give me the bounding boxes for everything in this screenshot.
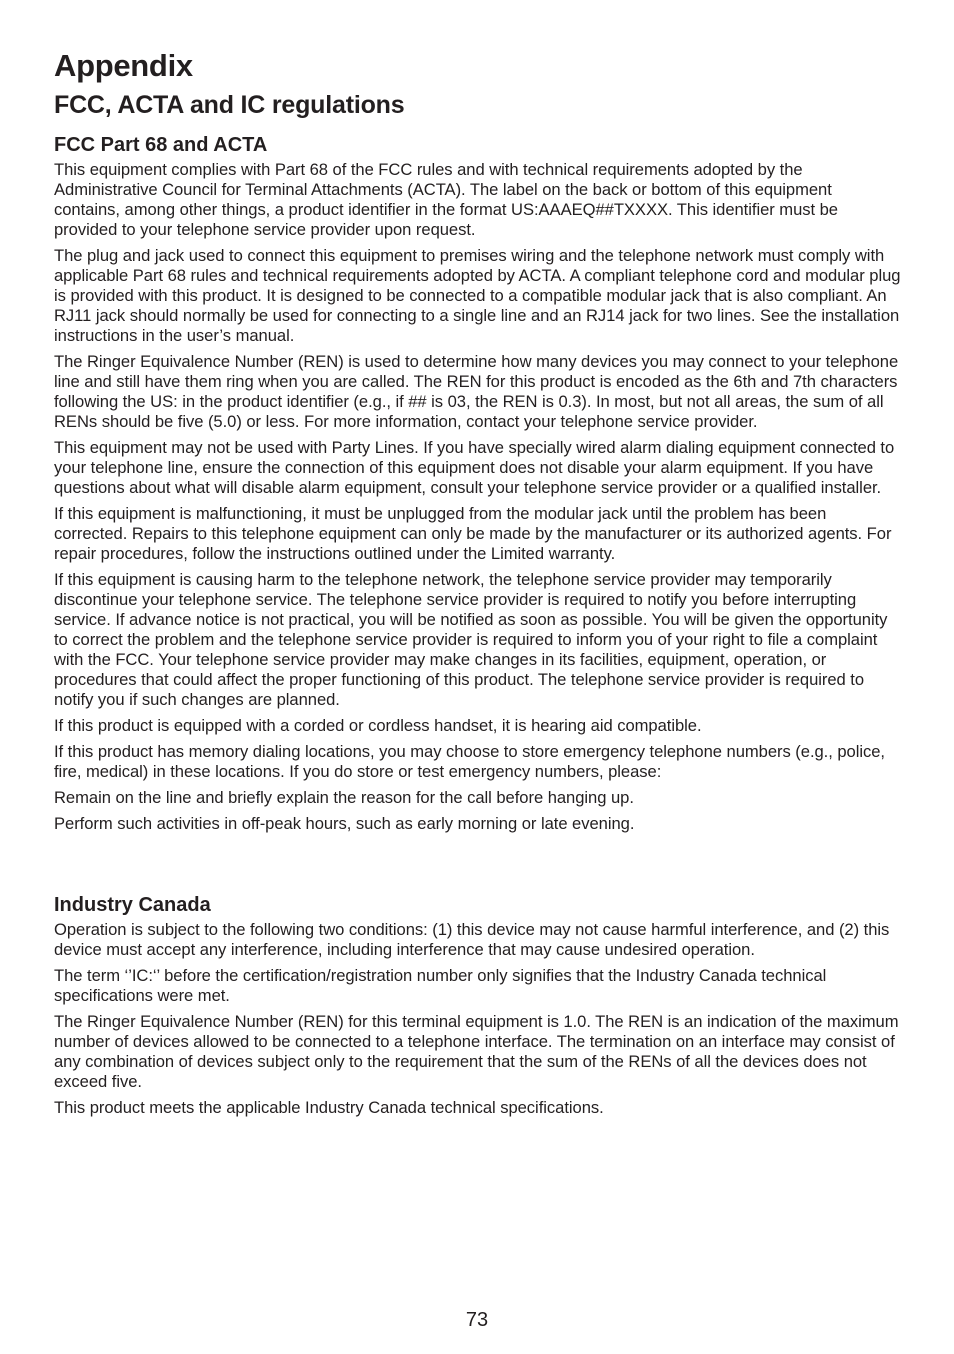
paragraph: If this equipment is causing harm to the telephone network, the telephone service provider may temporarily discontinue your telephone service. The telephone service provider is required to notify you before interrupting service. If advance notice is not practical, you will be notified as soon as possible. You will be given the opportunity to correct the problem and the telephone service provider is required to inform you of your right to file a complaint with the FCC. Your telephone service provider may make changes in its facilities, equipment, operation, or procedures that could affect the proper functioning of this product. The telephone service provider is required to notify you if such changes are planned. (54, 570, 888, 709)
paragraph: If this product has memory dialing locations, you may choose to store emergency telephone numbers (e.g., police, fire, medical) in these locations. If you do store or test emergency numbers, please: (54, 742, 885, 781)
section-spacer (54, 840, 902, 892)
paragraph: The term ‘’IC:‘’ before the certification/registration number only signifies that the Industry Canada technical specifications were met. (54, 966, 827, 1005)
paragraph: The Ringer Equivalence Number (REN) is used to determine how many devices you may connect to your telephone line and still have them ring when you are called. The REN for this product is encoded as the 6th and 7th characters following the US: in the product identifier (e.g., if ## is 03, the REN is 0.3). In most, but not all areas, the sum of all RENs should be five (5.0) or less. For more information, contact your telephone service provider. (54, 352, 899, 431)
paragraph: Perform such activities in off-peak hours, such as early morning or late evening. (54, 814, 635, 833)
page-title: Appendix (54, 48, 193, 83)
paragraph: This equipment may not be used with Party Lines. If you have specially wired alarm dialing equipment connected to your telephone line, ensure the connection of this equipment does not disable your alarm equipment. If you have questions about what will disable alarm equipment, consult your telephone service provider or a qualified installer. (54, 438, 895, 497)
paragraph: The Ringer Equivalence Number (REN) for this terminal equipment is 1.0. The REN is an indication of the maximum number of devices allowed to be connected to a telephone interface. The termination on an interface may consist of any combination of devices subject only to the requirement that the sum of the RENs of all the devices does not exceed five. (54, 1012, 899, 1091)
paragraph: If this product is equipped with a corded or cordless handset, it is hearing aid compatible. (54, 716, 702, 735)
fcc-heading: FCC Part 68 and ACTA (54, 134, 268, 156)
paragraph: Operation is subject to the following two conditions: (1) this device may not cause harmful interference, and (2) this device must accept any interference, including interference that may cause undesired operation. (54, 920, 890, 959)
industry-canada-section (54, 892, 902, 1118)
paragraph: The plug and jack used to connect this equipment to premises wiring and the telephone network must comply with applicable Part 68 rules and technical requirements adopted by ACTA. A compliant telephone cord and modular plug is provided with this product. It is designed to be connected to a compatible modular jack that is also compliant. An RJ11 jack should normally be used for connecting to a single line and an RJ14 jack for two lines. See the installation instructions in the user’s manual. (54, 246, 901, 345)
paragraph: Remain on the line and briefly explain the reason for the call before hanging up. (54, 788, 634, 807)
page-content (54, 44, 902, 1124)
page-subtitle: FCC, ACTA and IC regulations (54, 91, 405, 119)
page-number: 73 (465, 1309, 489, 1331)
paragraph: This equipment complies with Part 68 of the FCC rules and with technical requirements adopted by the Administrative Council for Terminal Attachments (ACTA). The label on the back or bottom of this equipment contains, among other things, a product identifier in the format US:AAAEQ##TXXXX. This identifier must be provided to your telephone service provider upon request. (54, 160, 838, 239)
industry-canada-heading: Industry Canada (54, 894, 211, 916)
fcc-section (54, 132, 902, 834)
paragraph: This product meets the applicable Industry Canada technical specifications. (54, 1098, 604, 1117)
paragraph: If this equipment is malfunctioning, it must be unplugged from the modular jack until the problem has been corrected. Repairs to this telephone equipment can only be made by the manufacturer or its authorized agents. For repair procedures, follow the instructions outlined under the Limited warranty. (54, 504, 892, 563)
